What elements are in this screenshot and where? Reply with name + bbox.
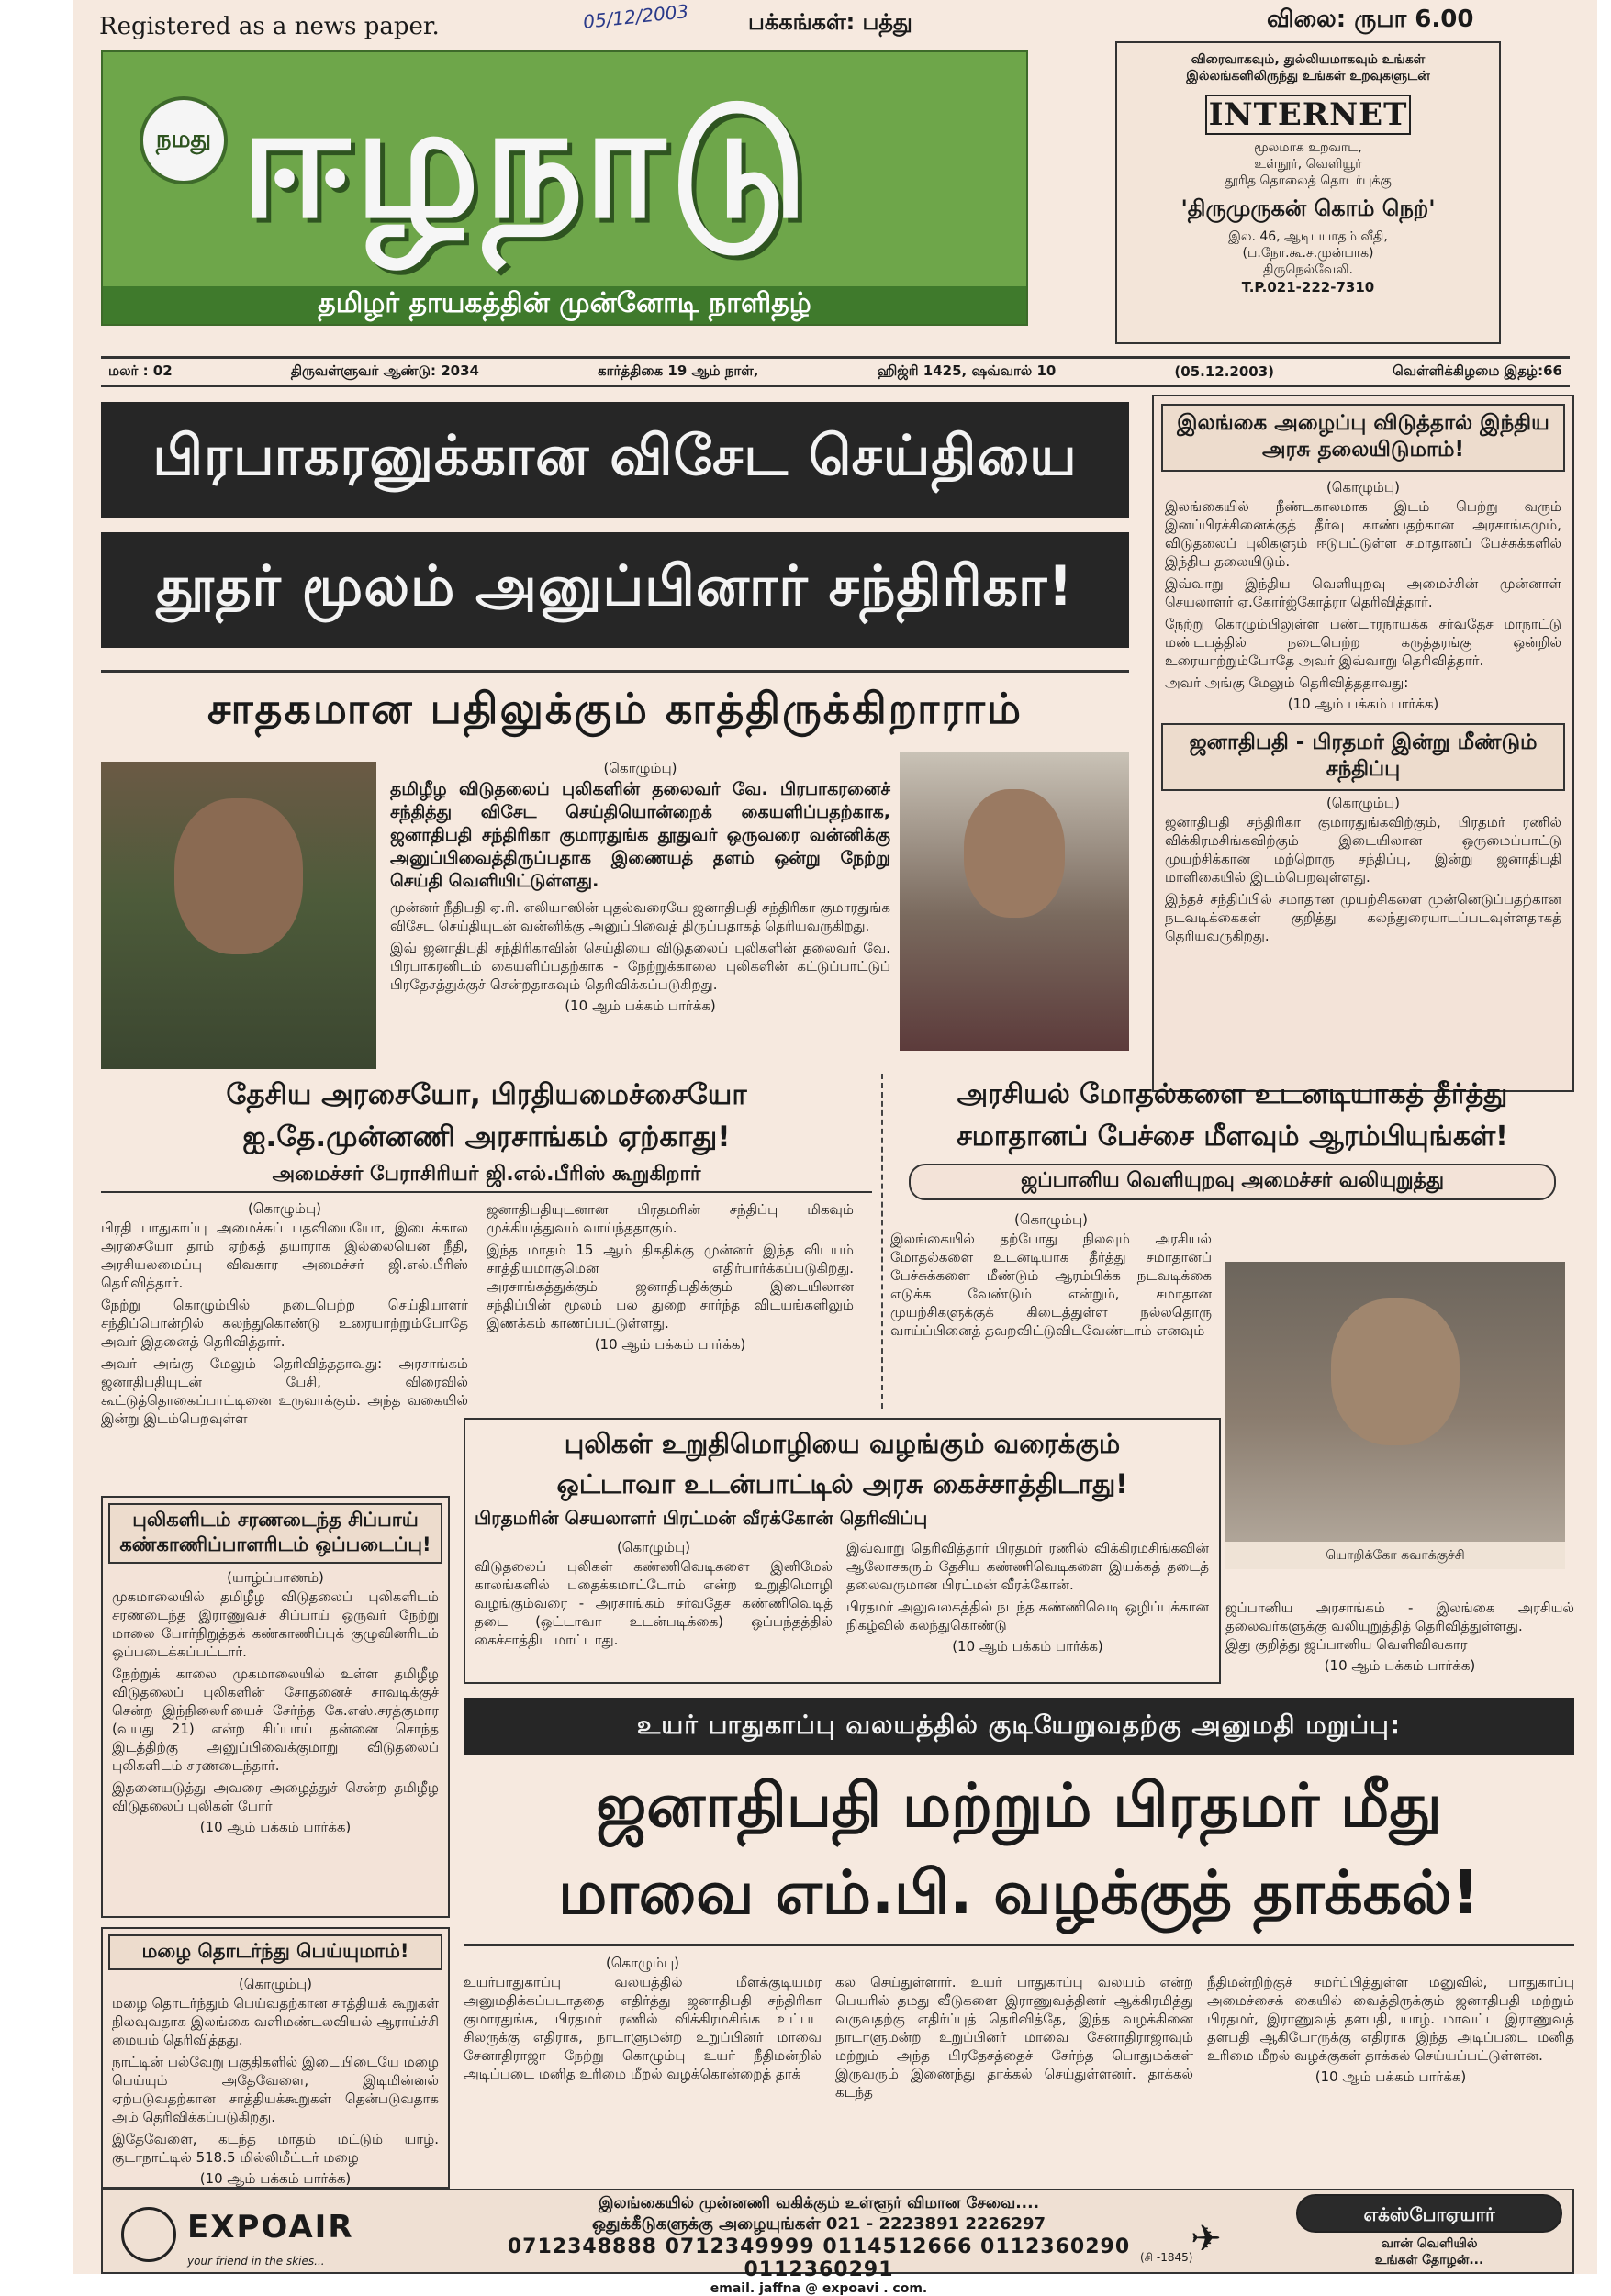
expoair-slogan: your friend in the skies...: [187, 2255, 325, 2268]
bottom-rule: [464, 1944, 1574, 1946]
ottawa-paragraph-2: இவ்வாறு தெரிவித்தார் பிரதமர் ரணில் விக்கிரமசிங்கவின் ஆலோசகரும் தேசிய கண்ணிவெடிகளை இயக்கத் தடைத் தலைவருமான பிரட்மன் வீரக்கோன்.: [846, 1540, 1209, 1593]
expoair-tamil-slogan-2: உங்கள் தோழன்...: [1374, 2253, 1484, 2268]
japan-continued: (10 ஆம் பக்கம் பார்க்க): [1324, 1657, 1476, 1674]
bottom-headline-1: ஜனாதிபதி மற்றும் பிரதமர் மீது: [596, 1770, 1442, 1841]
rain-place: (கொழும்பு): [238, 1976, 313, 1992]
lead-story: [390, 760, 890, 1063]
expoair-brand: EXPOAIR: [187, 2209, 354, 2246]
peiris-paragraph-4: ஜனாதிபதியுடனான பிரதமரின் சந்திப்பு மிகவும் முக்கியத்துவம் வாய்ந்ததாகும்.: [487, 1201, 854, 1236]
expoair-line-1: இலங்கையில் முன்னணி வகிக்கும் உள்ளூர் விமான சேவை....: [598, 2194, 1040, 2212]
bottom-col-2: [835, 1973, 1193, 2184]
gregorian-date: (05.12.2003): [1174, 363, 1275, 380]
expoair-text: [498, 2194, 1140, 2296]
thiruvalluvar-year: திருவள்ளுவர் ஆண்டு: 2034: [290, 362, 479, 379]
meeting-place: (கொழும்பு): [1326, 795, 1401, 811]
weekday-issue: வெள்ளிக்கிழமை இதழ்:66: [1393, 362, 1562, 379]
prabhakaran-photo: [101, 762, 376, 1069]
expoair-tamil-slogan-1: வான் வெளியில்: [1381, 2236, 1478, 2251]
ottawa-paragraph-3: பிரதமர் அலுவலகத்தில் நடந்த கண்ணிவெடி ஒழிப்புக்கான நிகழ்வில் கலந்துகொண்டு: [846, 1599, 1209, 1633]
japan-headline-2: சமாதானப் பேச்சை மீளவும் ஆரம்பியுங்கள்!: [957, 1120, 1508, 1153]
peiris-paragraph-2: நேற்று கொழும்பில் நடைபெற்ற செய்தியாளர் சந்திப்பொன்றில் கலந்துகொண்டு உரையாற்றும்போதே அவர் இதனைத் தெரிவித்தார்.: [101, 1297, 468, 1350]
expoair-email: email. jaffna @ expoavi . com.: [710, 2281, 928, 2296]
india-place: (கொழும்பு): [1326, 479, 1401, 496]
expoair-code: (சி -1845): [1140, 2251, 1193, 2264]
peiris-headline-2: ஐ.தே.முன்னணி அரசாங்கம் ஏற்காது!: [242, 1120, 731, 1154]
soldier-headline: புலிகளிடம் சரணடைந்த சிப்பாய் கண்காணிப்பாளரிடம் ஒப்படைப்பு!: [108, 1503, 442, 1564]
peiris-col-2: [487, 1200, 854, 1407]
bottom-headline-2: மாவை எம்.பி. வழக்குத் தாக்கல்!: [558, 1857, 1480, 1928]
peiris-place: (கொழும்பு): [247, 1200, 322, 1217]
ottawa-paragraph-1: விடுதலைப் புலிகள் கண்ணிவெடிகளை இனிமேல் காலங்களில் புதைக்கமாட்டோம் என்ற உறுதிமொழி வழங்கும்வரை - அரசாங்கம் சர்வதேச கண்ணிவெடித் தடை (ஒட்டாவா உடன்படிக்கை) ஒப்பந்தத்தில் கைச்சாத்திட மாட்டாது.: [475, 1558, 833, 1648]
ad-line1: விரைவாகவும், துல்லியமாகவும் உங்கள்: [1191, 52, 1426, 67]
lead-headline-1: பிரபாகரனுக்கான விசேட செய்தியை: [101, 402, 1129, 518]
expoair-logo-icon: [121, 2207, 176, 2262]
rain-headline: மழை தொடர்ந்து பெய்யுமாம்!: [108, 1934, 442, 1970]
rain-continued: (10 ஆம் பக்கம் பார்க்க): [199, 2170, 352, 2187]
japan-place: (கொழும்பு): [1013, 1211, 1089, 1228]
column-divider: [881, 1074, 883, 1409]
bottom-column-3: நீதிமன்றிற்குச் சமர்ப்பித்துள்ள மனுவில், பாதுகாப்பு அமைச்சைக் கையில் வைத்திருக்கும் ஜனாதிபதி மற்றும் பிரதமர், இராணுவத் தளபதி, யாழ். மாவட்ட இராணுவத் தளபதி ஆகியோருக்கு எதிராக இந்த அடிப்படை மனித உரிமை மீறல் வழக்குகள் தாக்கல் செய்யப்பட்டுள்ளன.: [1207, 1974, 1574, 2064]
soldier-box: [101, 1496, 450, 1918]
ad-line2: இல்லங்களிலிருந்து உங்கள் உறவுகளுடன்: [1186, 69, 1430, 84]
airplane-icon: ✈: [1191, 2218, 1222, 2260]
dateline-bar: [101, 356, 1570, 387]
tamil-day: கார்த்திகை 19 ஆம் நாள்,: [598, 362, 759, 379]
soldier-continued: (10 ஆம் பக்கம் பார்க்க): [199, 1819, 352, 1835]
japan-paragraph-3: இது குறித்து ஜப்பானிய வெளிவிவகார: [1225, 1636, 1468, 1653]
japan-paragraph-2: ஜப்பானிய அரசாங்கம் - இலங்கை அரசியல் தலைவர்களுக்கு வலியுறுத்தித் தெரிவித்துள்ளது.: [1225, 1599, 1574, 1634]
ottawa-col-1: [475, 1539, 833, 1681]
lead-paragraph-3: இவ் ஜனாதிபதி சந்திரிகாவின் செய்தியை விடுதலைப் புலிகளின் தலைவர் வே. பிரபாகரனிடம் கையளிப்பதற்காக - நேற்றுக்காலை புலிகளின் கட்டுப்பாட்டுப் பிரதேசத்துக்குச் சென்றதாகவும் தெரிவிக்கப்படுகிறது.: [390, 940, 890, 993]
ad-brand: INTERNET: [1205, 95, 1411, 135]
expoair-ad: [101, 2189, 1574, 2296]
peiris-subheadline: அமைச்சர் பேராசிரியர் ஜி.எல்.பீரிஸ் கூறுகிறார்: [101, 1158, 872, 1193]
bottom-continued: (10 ஆம் பக்கம் பார்க்க): [1315, 2068, 1467, 2085]
lead-paragraph-2: முன்னர் நீதிபதி ஏ.ரி. எலியாஸின் புதல்வரையே ஜனாதிபதி சந்திரிகா குமாரதுங்க விசேட செய்தியுடன் வன்னிக்கு அனுப்பிவைத் திருப்பதாகத் தெரியவருகிறது.: [390, 899, 890, 934]
peiris-col-1: [101, 1200, 468, 1427]
lead-headline-2: தூதர் மூலம் அனுப்பினார் சந்திரிகா!: [101, 532, 1129, 648]
rain-paragraph-2: நாட்டின் பல்வேறு பகுதிகளில் இடையிடையே மழை பெய்யும் அதேவேளை, இடிமின்னல் ஏற்படுவதற்கான சாத்தியக்கூறுகள் தென்படுவதாக அம் தெரிவிக்கப்படுகிறது.: [112, 2054, 439, 2125]
lead-place: (கொழும்பு): [603, 760, 677, 776]
masthead-banner: [101, 50, 1028, 326]
registered-note: Registered as a news paper.: [99, 13, 440, 40]
meeting-paragraph-2: இந்தச் சந்திப்பில் சமாதான முயற்சிகளை முன்னெடுப்பதற்கான நடவடிக்கைகள் குறித்து கலந்துரையாடப்படவுள்ளதாகத் தெரியவருகிறது.: [1165, 891, 1561, 944]
ad-line3: மூலமாக உறவாட,: [1254, 140, 1362, 155]
ottawa-headline-1: புலிகள் உறுதிமொழியை வழங்கும் வரைக்கும்: [564, 1428, 1121, 1459]
expoair-tamil-brand: எக்ஸ்போஏயார்: [1296, 2194, 1562, 2233]
peiris-continued: (10 ஆம் பக்கம் பார்க்க): [594, 1336, 746, 1353]
bottom-col-1: [464, 1955, 822, 2184]
bottom-col-3: [1207, 1973, 1574, 2184]
handwritten-date: 05/12/2003: [582, 0, 690, 33]
newspaper-page: [73, 0, 1597, 2296]
internet-ad: [1115, 41, 1501, 344]
kawaguchi-caption: யொறிக்கோ கவாக்குச்சி: [1225, 1542, 1565, 1569]
masthead-title: ஈழநாடு: [241, 72, 812, 253]
bottom-kicker: உயர் பாதுகாப்பு வலயத்தில் குடியேறுவதற்கு அனுமதி மறுப்பு:: [464, 1698, 1574, 1755]
ottawa-col-2: [846, 1539, 1209, 1681]
page-count: பக்கங்கள்: பத்து: [748, 9, 912, 35]
lead-rule: [101, 670, 1129, 673]
peiris-paragraph-3: அவர் அங்கு மேலும் தெரிவித்ததாவது: அரசாங்கம் ஜனாதிபதியுடன் பேசி, விரைவில் கூட்டுத்தொகைப்பாட்டினை உருவாக்கும். அந்த வகையில் இன்று இடம்பெறவுள்ள: [101, 1355, 468, 1427]
expoair-line-2: ஒதுக்கீடுகளுக்கு அழையுங்கள் 021 - 2223891 2226297: [591, 2214, 1046, 2234]
issue-number: மலர் : 02: [108, 362, 173, 379]
soldier-paragraph-3: இதனையடுத்து அவரை அழைத்துச் சென்ற தமிழீழ விடுதலைப் புலிகள் போர்: [112, 1779, 439, 1814]
india-headline: இலங்கை அழைப்பு விடுத்தால் இந்திய அரசு தலையிடுமாம்!: [1161, 404, 1565, 472]
rain-box: [101, 1927, 450, 2189]
rain-paragraph-3: இதேவேளை, கடந்த மாதம் மட்டும் யாழ். குடாநாட்டில் 518.5 மில்லிமீட்டர் மழை: [112, 2131, 439, 2166]
photo-figure-2: [964, 789, 1065, 918]
masthead-small-name: நமது: [140, 96, 228, 184]
ad-addr3: திருநெல்வேலி.: [1263, 262, 1353, 277]
peiris-paragraph-1: பிரதி பாதுகாப்பு அமைச்சுப் பதவியையோ, இடைக்கால அரசையோ தாம் ஏற்கத் தயாராக இல்லையென நீதி, அரசியலமைப்பு விவகார அமைச்சர் ஜி.எல்.பீரிஸ் தெரிவித்தார்.: [101, 1220, 468, 1291]
ad-addr1: இல. 46, ஆடியபாதம் வீதி,: [1228, 229, 1388, 244]
masthead-tagline: தமிழர் தாயகத்தின் முன்னோடி நாளிதழ்: [103, 286, 1026, 324]
peiris-story: [101, 1074, 872, 1427]
kawaguchi-photo: [1225, 1262, 1565, 1569]
hijri-date: ஹிஜ்ரி 1425, ஷவ்வால் 10: [877, 362, 1057, 379]
rain-paragraph-1: மழை தொடர்ந்தும் பெய்வதற்கான சாத்தியக் கூறுகள் நிலவுவதாக இலங்கை வளிமண்டலவியல் ஆராய்ச்சி மையம் தெரிவித்தது.: [112, 1995, 439, 2048]
peiris-headline-1: தேசிய அரசையோ, பிரதியமைச்சையோ: [226, 1078, 747, 1111]
price: விலை: ருபா 6.00: [1267, 6, 1474, 33]
bottom-column-2: கல செய்துள்ளார். உயர் பாதுகாப்பு வலயம் என்ற பெயரில் தமது வீடுகளை இராணுவத்தினர் ஆக்கிரமித்து வருவதற்கு எதிர்ப்புத் தெரிவித்தே, இந்த வழக்கினை நாடாளுமன்ற உறுப்பினர் மாவை சேனாதிராஜாவும் மற்றும் அந்த பிரதேசத்தைச் சேர்ந்த பொதுமக்கள் இருவரும் இணைந்து தாக்கல் செய்துள்ளனர். தாக்கல் கடந்த: [835, 1974, 1193, 2101]
japan-headline-1: அரசியல் மோதல்களை உடனடியாகத் தீர்த்து: [957, 1078, 1508, 1110]
peiris-paragraph-5: இந்த மாதம் 15 ஆம் திகதிக்கு முன்னர் இந்த விடயம் சாத்தியமாகுமென எதிர்பார்க்கப்படுகிறது. அரசாங்கத்துக்கும் ஜனாதிபதிக்கும் இடையிலான சந்திப்பின் மூலம் பல துறை சார்ந்த விடயங்களிலும் இணக்கம் காணப்பட்டுள்ளது.: [487, 1242, 854, 1332]
bottom-place: (கொழும்பு): [605, 1955, 680, 1971]
india-paragraph-3: நேற்று கொழும்பிலுள்ள பண்டாரநாயக்க சர்வதேச மாநாட்டு மண்டபத்தில் நடைபெற்ற கருத்தரங்கு ஒன்றில் உரையாற்றும்போதே அவர் இவ்வாறு தெரிவித்தார்.: [1165, 616, 1561, 669]
lead-subheadline: சாதகமான பதிலுக்கும் காத்திருக்கிறாராம்: [207, 684, 1023, 733]
meeting-paragraph-1: ஜனாதிபதி சந்திரிகா குமாரதுங்கவிற்கும், பிரதமர் ரணில் விக்கிரமசிங்கவிற்கும் இடையிலான ஒருமைப்பாட்டு முயற்சிக்கான மற்றொரு சந்திப்பு, இன்று ஜனாதிபதி மாளிகையில் இடம்பெறவுள்ளது.: [1165, 814, 1561, 886]
right-column-box: [1152, 395, 1574, 1092]
india-paragraph-2: இவ்வாறு இந்திய வெளியுறவு அமைச்சின் முன்னாள் செயலாளர் ஏ.கோர்ஜ்கோத்ரா தெரிவித்தார்.: [1165, 575, 1561, 610]
photo-figure-3: [1331, 1298, 1460, 1445]
meeting-headline: ஜனாதிபதி - பிரதமர் இன்று மீண்டும் சந்திப்பு: [1161, 723, 1565, 791]
india-paragraph-1: இலங்கையில் நீண்டகாலமாக இடம் பெற்று வரும் இனப்பிரச்சினைக்குத் தீர்வு காண்பதற்கான அரசாங்கமும், விடுதலைப் புலிகளும் ஈடுபட்டுள்ள சமாதானப் பேச்சுக்களில் இந்திய தலையிடும்.: [1165, 498, 1561, 570]
soldier-paragraph-2: நேற்றுக் காலை முகமாலையில் உள்ள தமிழீழ விடுதலைப் புலிகளின் சோதனைச் சாவடிக்குச் சென்ற இந்நிலைரியைச் சேர்ந்த கே.எஸ்.சரத்குமார (வயது 21) என்ற சிப்பாய் தன்னை சொந்த இடத்திற்கு அனுப்பிவைக்குமாறு விடுதலைப் புலிகளிடம் சரணடைந்தார்.: [112, 1666, 439, 1774]
ottawa-headline-2: ஒட்டாவா உடன்பாட்டில் அரசு கைச்சாத்திடாது!: [556, 1468, 1128, 1499]
soldier-paragraph-1: முகமாலையில் தமிழீழ விடுதலைப் புலிகளிடம் சரணடைந்த இராணுவச் சிப்பாய் ஒருவர் நேற்று மாலை போர்நிறுத்தக் கண்காணிப்புக் குழுவினரிடம் ஒப்படைக்கப்பட்டார்.: [112, 1588, 439, 1660]
ottawa-place: (கொழும்பு): [616, 1539, 691, 1555]
photo-figure: [174, 798, 303, 954]
japan-col-1: [890, 1211, 1212, 1432]
india-paragraph-4: அவர் அங்கு மேலும் தெரிவித்ததாவது:: [1165, 674, 1409, 691]
japan-col-2: [1225, 1599, 1574, 1681]
lead-paragraph-1: தமிழீழ விடுதலைப் புலிகளின் தலைவர் வே. பிரபாகரனைச் சந்தித்து விசேட செய்தியொன்றைக் கையளிப்பதற்காக, ஜனாதிபதி சந்திரிகா குமாரதுங்க தூதுவர் ஒருவரை வன்னிக்கு அனுப்பிவைத்திருப்பதாக இணையத் தளம் ஒன்று நேற்று செய்தி வெளியிட்டுள்ளது.: [390, 779, 890, 891]
ad-addr2: (ப.நோ.கூ.ச.முன்பாக): [1242, 246, 1374, 261]
japan-paragraph-1: இலங்கையில் தற்போது நிலவும் அரசியல் மோதல்களை உடனடியாக தீர்த்து சமாதானப் பேச்சுக்களை மீண்டும் ஆரம்பிக்க நடவடிக்கை எடுக்க வேண்டும் என்றும், சமாதான முயற்சிகளுக்குக் கிடைத்துள்ள நல்லதொரு வாய்ப்பினைத் தவறவிட்டுவிடவேண்டாம் எனவும்: [890, 1231, 1212, 1339]
ad-phone: T.P.021-222-7310: [1241, 279, 1375, 295]
expoair-line-3: 0712348888 0712349999 0114512666 0112360290 0112360291: [507, 2235, 1131, 2281]
ad-shop: 'திருமுருகன் கொம் நெற்': [1180, 195, 1436, 221]
ad-line4: உள்நூர், வெளியூர்: [1254, 157, 1362, 172]
lead-continued: (10 ஆம் பக்கம் பார்க்க): [565, 998, 716, 1014]
expoair-tamil-slogan: [1296, 2236, 1562, 2269]
ottawa-continued: (10 ஆம் பக்கம் பார்க்க): [952, 1638, 1103, 1655]
ottawa-story: [464, 1418, 1221, 1684]
japan-subheadline: ஜப்பானிய வெளியுறவு அமைச்சர் வலியுறுத்து: [909, 1164, 1556, 1200]
ottawa-subheadline: பிரதமரின் செயலாளர் பிரட்மன் வீரக்கோன் தெரிவிப்பு: [475, 1507, 928, 1529]
chandrika-photo: [900, 752, 1129, 1051]
soldier-place: (யாழ்ப்பாணம்): [227, 1569, 324, 1586]
bottom-column-1: உயர்பாதுகாப்பு வலயத்தில் மீளக்குடியமர அனுமதிக்கப்படாததை எதிர்த்து ஜனாதிபதி சந்திரிகா குமாரதுங்க, பிரதமர் ரணில் விக்கிரமசிங்க உட்பட சிலருக்கு எதிராக, நாடாளுமன்ற உறுப்பினர் மாவை சேனாதிராஜா நேற்று கொழும்பு உயர் நீதிமன்றில் அடிப்படை மனித உரிமை மீறல் வழக்கொன்றைத் தாக்: [464, 1974, 822, 2082]
ad-line5: தூரித தொலைத் தொடர்புக்கு: [1225, 173, 1392, 188]
india-continued: (10 ஆம் பக்கம் பார்க்க): [1287, 696, 1439, 712]
